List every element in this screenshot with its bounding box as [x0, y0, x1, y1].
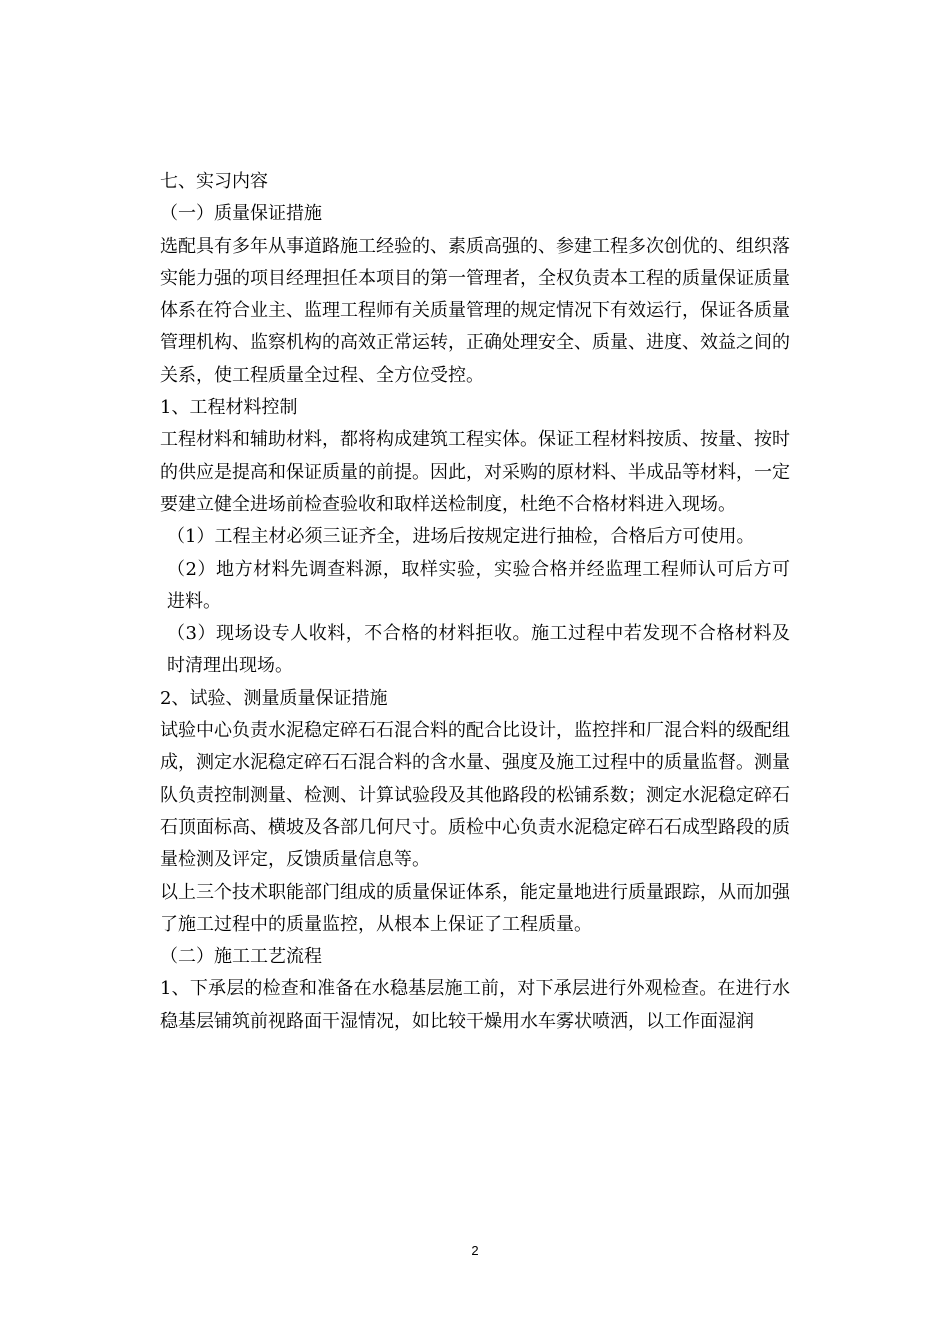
body-paragraph: 1、下承层的检查和准备在水稳基层施工前，对下承层进行外观检查。在进行水稳基层铺筑前视路面干湿情况，如比较干燥用水车雾状喷洒，以工作面湿润 [160, 978, 790, 1032]
numbered-heading: 2、试验、测量质量保证措施 [160, 687, 388, 709]
body-paragraph: 选配具有多年从事道路施工经验的、素质高强的、参建工程多次创优的、组织落实能力强的项目经理担任本项目的第一管理者，全权负责本工程的质量保证质量体系在符合业主、监理工程师有关质量管理的规定情况下有效运行，保证各质量管理机构、监察机构的高效正常运转，正确处理安全、质量、进度、效益之间的关系，使工程质量全过程、全方位受控。 [160, 235, 790, 386]
list-item: （3）现场设专人收料，不合格的材料拒收。施工过程中若发现不合格材料及时清理出现场。 [167, 623, 790, 677]
body-paragraph: 试验中心负责水泥稳定碎石石混合料的配合比设计，监控拌和厂混合料的级配组成，测定水泥稳定碎石石混合料的含水量、强度及施工过程中的质量监督。测量队负责控制测量、检测、计算试验段及其他路段的松铺系数；测定水泥稳定碎石石顶面标高、横坡及各部几何尺寸。质检中心负责水泥稳定碎石石成型路段的质量检测及评定，反馈质量信息等。 [160, 720, 790, 871]
document-body [160, 166, 790, 1038]
list-item: （2）地方材料先调查料源，取样实验，实验合格并经监理工程师认可后方可进料。 [167, 558, 790, 612]
list-item: （1）工程主材必须三证齐全，进场后按规定进行抽检，合格后方可使用。 [167, 526, 755, 548]
numbered-heading: 1、工程材料控制 [160, 397, 298, 419]
subsection-heading: （二）施工工艺流程 [160, 946, 322, 968]
subsection-heading: （一）质量保证措施 [160, 203, 322, 225]
body-paragraph: 工程材料和辅助材料，都将构成建筑工程实体。保证工程材料按质、按量、按时的供应是提高和保证质量的前提。因此，对采购的原材料、半成品等材料，一定要建立健全进场前检查验收和取样送检制度，杜绝不合格材料进入现场。 [160, 429, 790, 515]
page-number: 2 [471, 1243, 479, 1258]
body-paragraph: 以上三个技术职能部门组成的质量保证体系，能定量地进行质量跟踪，从而加强了施工过程中的质量监控，从根本上保证了工程质量。 [160, 881, 790, 935]
section-heading: 七、实习内容 [160, 171, 268, 192]
